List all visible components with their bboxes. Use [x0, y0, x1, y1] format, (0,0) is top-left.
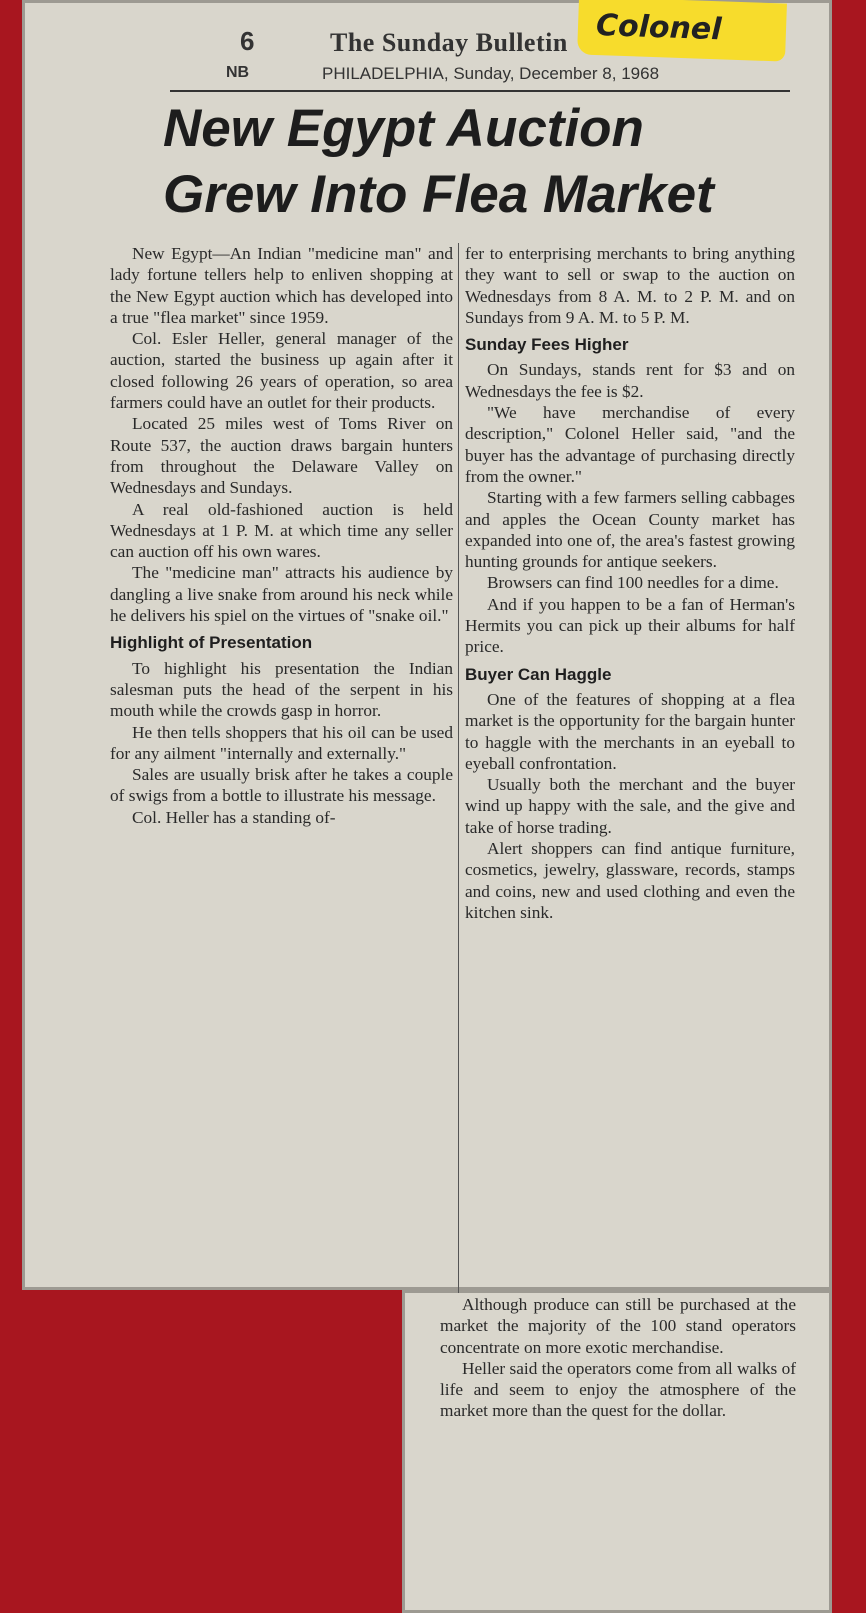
paragraph: Starting with a few farmers selling cabbages and apples the Ocean County market has expanded into one of, the area's fastest growing hunting grounds for antique seekers.: [465, 488, 795, 572]
paragraph: Although produce can still be purchased at the market the majority of the 100 stand operators concentrate on more exotic merchandise.: [440, 1295, 796, 1357]
paragraph: Alert shoppers can find antique furniture, cosmetics, jewelry, glassware, records, stamps and coins, new and used clothing and even the kitchen sink.: [465, 839, 795, 922]
paragraph: Located 25 miles west of Toms River on Route 537, the auction draws bargain hunters from throughout the Delaware Valley on Wednesdays and Sundays.: [110, 414, 453, 498]
paragraph: Col. Esler Heller, general manager of the auction, started the business up again after it closed following 26 years of operation, so area farmers could have an outlet for their products.: [110, 329, 453, 413]
paragraph: Col. Heller has a standing of-: [132, 807, 336, 827]
paragraph: Usually both the merchant and the buyer wind up happy with the sale, and the give and take of horse trading.: [465, 775, 795, 837]
paragraph: He then tells shoppers that his oil can be used for any ailment "internally and externally.": [110, 722, 453, 763]
dateline: PHILADELPHIA, Sunday, December 8, 1968: [322, 64, 660, 83]
sticky-note: Colonel: [577, 0, 787, 62]
newspaper-name: The Sunday Bulletin: [330, 28, 568, 57]
paragraph: The "medicine man" attracts his audience by dangling a live snake from around his neck while he delivers his spiel on the virtues of "snake oil.": [110, 563, 453, 626]
article-column-1: [110, 243, 453, 828]
paragraph: On Sundays, stands rent for $3 and on Wednesdays the fee is $2.: [465, 360, 795, 401]
column-rule: [458, 243, 459, 1293]
paragraph: Browsers can find 100 needles for a dime.: [487, 573, 779, 593]
paragraph: New Egypt—An Indian "medicine man" and lady fortune tellers help to enliven shopping at the New Egypt auction which has developed into a true "flea market" since 1959.: [110, 244, 453, 327]
paragraph: "We have merchandise of every description," Colonel Heller said, "and the buyer has the advantage of purchasing directly from the owner.": [465, 403, 795, 486]
paragraph: To highlight his presentation the Indian salesman puts the head of the serpent in his mouth while the crowds gasp in horror.: [110, 658, 453, 721]
subheading: Buyer Can Haggle: [465, 664, 612, 684]
article-column-3: [440, 1294, 796, 1422]
paragraph: One of the features of shopping at a flea market is the opportunity for the bargain hunter to haggle with the merchants in an eyeball to eyeball confrontation.: [465, 689, 795, 773]
edition-code: NB: [226, 64, 250, 81]
subheading: Highlight of Presentation: [110, 633, 313, 653]
paragraph: fer to enterprising merchants to bring anything they want to sell or swap to the auction on Wednesdays from 8 A. M. to 2 P. M. and on Sundays from 9 A. M. to 5 P. M.: [465, 244, 795, 327]
paragraph: A real old-fashioned auction is held Wednesdays at 1 P. M. at which time any seller can auction off his own wares.: [110, 499, 453, 562]
masthead: [170, 20, 790, 92]
subheading: Sunday Fees Higher: [465, 335, 629, 355]
paragraph: Heller said the operators come from all walks of life and seem to enjoy the atmosphere of the market more than the quest for the dollar.: [440, 1358, 796, 1421]
page-number: 6: [240, 26, 255, 56]
article-headline: New Egypt Auction Grew Into Flea Market: [163, 99, 714, 224]
paragraph: Sales are usually brisk after he takes a couple of swigs from a bottle to illustrate his message.: [110, 765, 453, 806]
paragraph: And if you happen to be a fan of Herman's Hermits you can pick up their albums for half price.: [465, 594, 795, 657]
article-column-2: [465, 243, 795, 923]
